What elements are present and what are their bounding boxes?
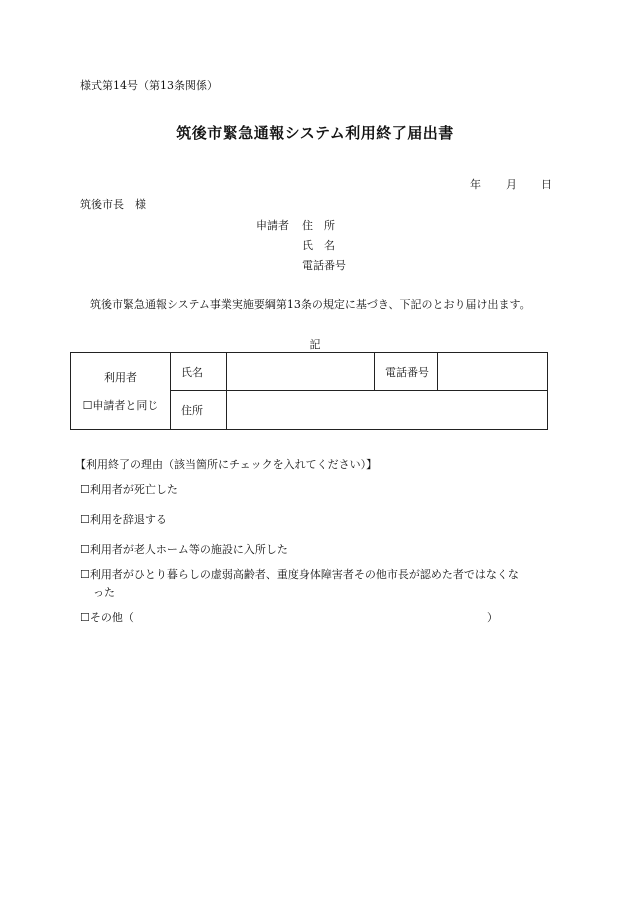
applicant-name-label: 氏 名 [302,239,335,252]
reasons-heading: 【利用終了の理由（該当箇所にチェックを入れてください）】 [75,458,378,471]
reason-label-continued: った [93,586,115,599]
user-cell [71,353,171,430]
document-title: 筑後市緊急通報システム利用終了届出書 [176,124,454,142]
checkbox-icon[interactable]: ☐ [80,543,90,556]
reason-other-label: その他（ [89,611,134,624]
date-month-label: 月 [506,178,517,191]
user-phone-field[interactable] [438,353,548,391]
reason-other[interactable] [80,609,134,625]
reason-label: 利用を辞退する [89,513,167,526]
reason-withdraw[interactable] [80,511,167,527]
date-year-label: 年 [470,178,481,191]
checkbox-icon[interactable]: ☐ [80,483,90,496]
user-address-field[interactable] [227,391,548,430]
applicant-address-label: 住 所 [302,219,335,232]
table-row [71,353,548,391]
ki-heading: 記 [309,338,321,351]
reason-deceased[interactable] [80,481,178,497]
user-table [70,352,548,430]
reason-other-close: ） [487,611,498,624]
reason-label: 利用者がひとり暮らしの虚弱高齢者、重度身体障害者その他市長が認めた者ではなくな [89,568,519,581]
addressee: 筑後市長 様 [80,198,146,211]
user-name-label: 氏名 [171,353,227,391]
checkbox-icon[interactable]: ☐ [80,568,90,581]
user-table-wrap [70,352,548,430]
user-address-label: 住所 [171,391,227,430]
body-text: 筑後市緊急通報システム事業実施要綱第13条の規定に基づき、下記のとおり届け出ます。 [90,298,531,311]
user-phone-label: 電話番号 [375,353,438,391]
reason-label: 利用者が死亡した [89,483,178,496]
form-number: 様式第14号（第13条関係） [80,79,218,92]
date-day-label: 日 [541,178,552,191]
reason-label: 利用者が老人ホーム等の施設に入所した [89,543,288,556]
checkbox-icon[interactable]: ☐ [80,611,90,624]
reason-no-longer-eligible[interactable] [80,566,519,582]
applicant-phone-label: 電話番号 [302,259,346,272]
same-as-applicant-checkbox[interactable]: ☐申請者と同じ [82,399,159,412]
user-label: 利用者 [104,371,137,384]
checkbox-icon[interactable]: ☐ [80,513,90,526]
applicant-label: 申請者 [256,219,289,232]
reason-facility[interactable] [80,541,288,557]
user-name-field[interactable] [227,353,375,391]
